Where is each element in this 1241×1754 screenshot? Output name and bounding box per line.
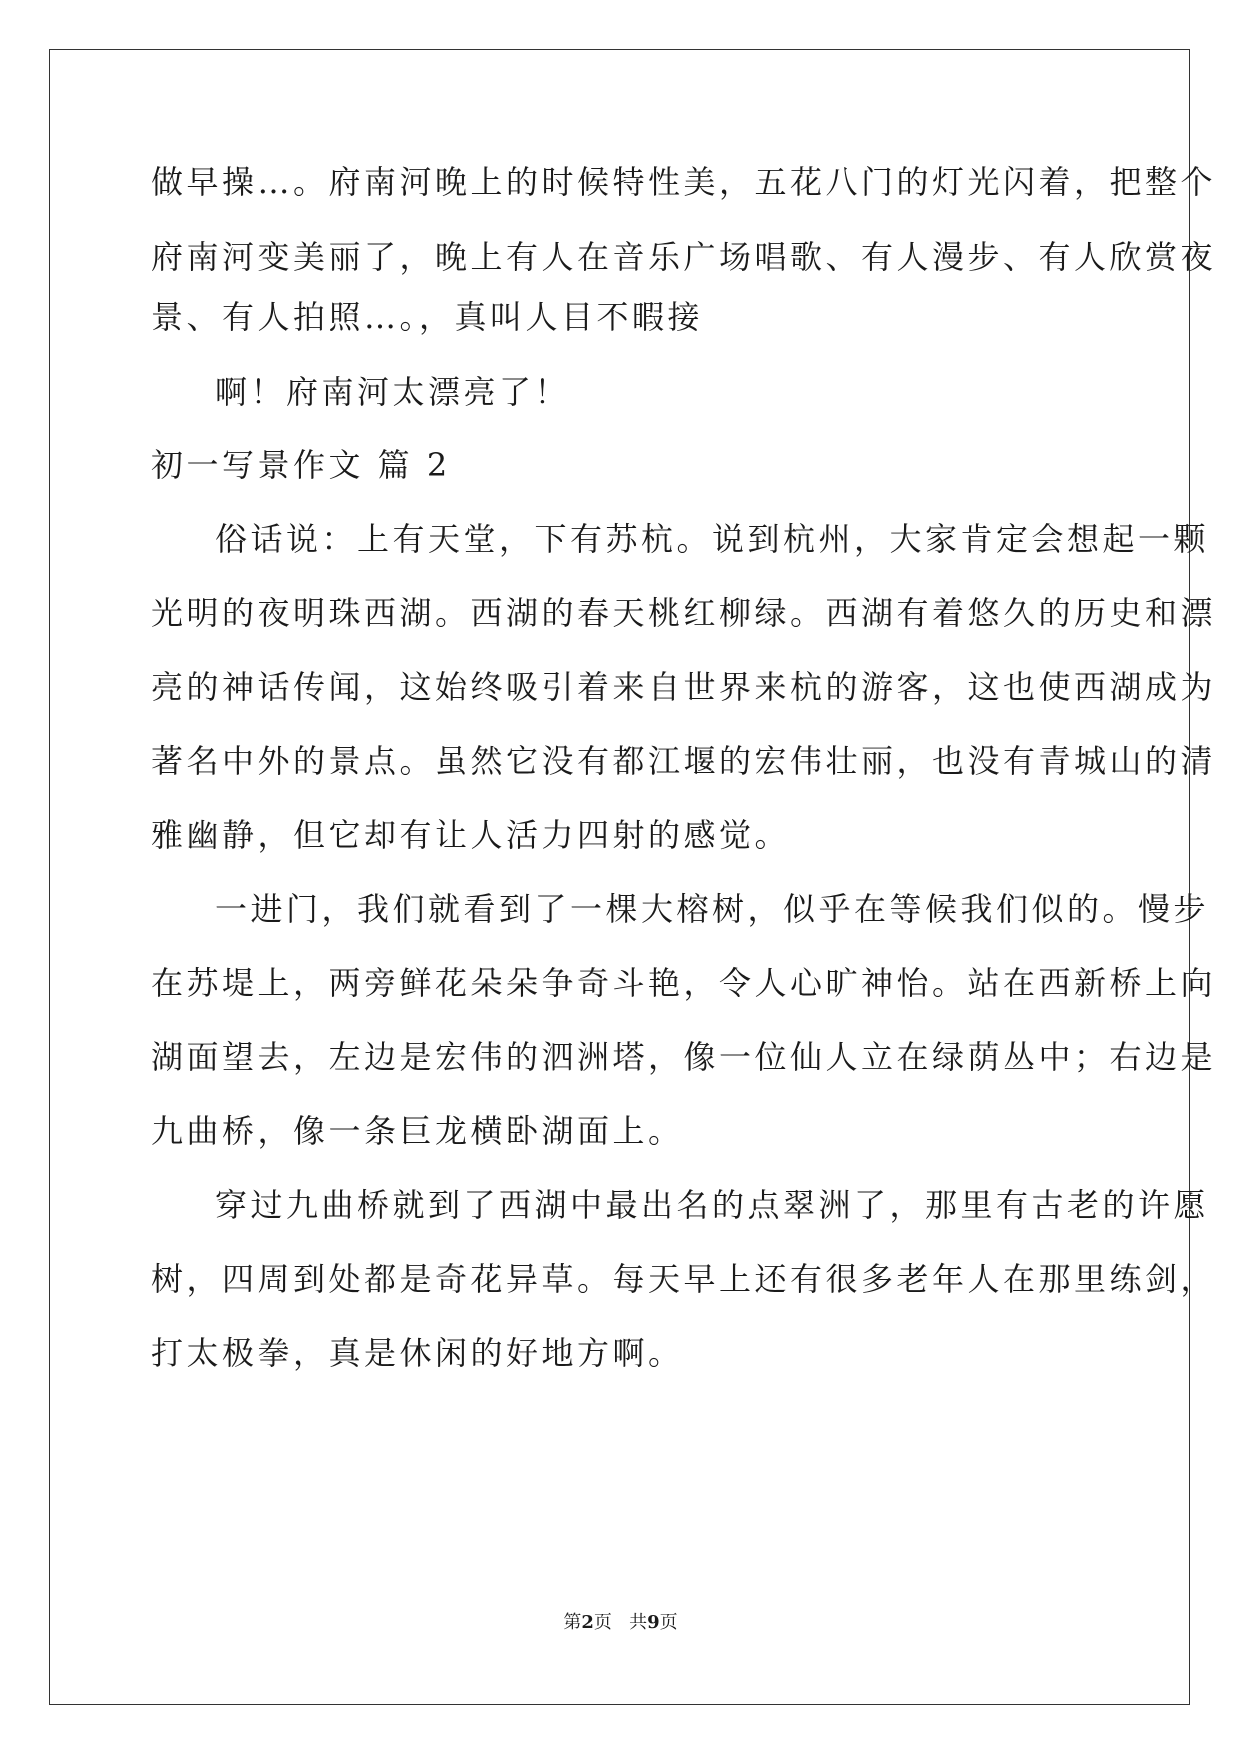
text-line: 亮的神话传闻，这始终吸引着来自世界来杭的游客，这也使西湖成为 <box>151 668 1217 706</box>
text-line: 啊！府南河太漂亮了！ <box>215 373 571 411</box>
text-line: 光明的夜明珠西湖。西湖的春天桃红柳绿。西湖有着悠久的历史和漂 <box>151 594 1217 632</box>
page-number-footer <box>0 1612 1241 1634</box>
page-suffix: 页 <box>659 1612 678 1633</box>
text-line: 一进门，我们就看到了一棵大榕树，似乎在等候我们似的。慢步 <box>215 890 1210 928</box>
text-line: 穿过九曲桥就到了西湖中最出名的点翠洲了，那里有古老的许愿 <box>215 1186 1210 1224</box>
text-line: 雅幽静，但它却有让人活力四射的感觉。 <box>151 816 791 854</box>
page-prefix: 第 <box>563 1612 582 1633</box>
text-line: 树，四周到处都是奇花异草。每天早上还有很多老年人在那里练剑， <box>151 1260 1217 1298</box>
text-line: 景、有人拍照…。，真叫人目不暇接 <box>151 298 704 336</box>
text-line: 府南河变美丽了，晚上有人在音乐广场唱歌、有人漫步、有人欣赏夜 <box>151 238 1217 276</box>
text-line: 九曲桥，像一条巨龙横卧湖面上。 <box>151 1112 684 1150</box>
text-line: 著名中外的景点。虽然它没有都江堰的宏伟壮丽，也没有青城山的清 <box>151 742 1217 780</box>
current-page-number: 2 <box>581 1612 594 1633</box>
text-line: 湖面望去，左边是宏伟的泗洲塔，像一位仙人立在绿荫丛中；右边是 <box>151 1038 1217 1076</box>
page-mid: 页 共 <box>593 1612 648 1633</box>
text-line: 做早操…。府南河晚上的时候特性美，五花八门的灯光闪着，把整个 <box>151 163 1217 201</box>
text-line: 打太极拳，真是休闲的好地方啊。 <box>151 1334 684 1372</box>
text-line: 在苏堤上，两旁鲜花朵朵争奇斗艳，令人心旷神怡。站在西新桥上向 <box>151 964 1217 1002</box>
text-line: 俗话说：上有天堂，下有苏杭。说到杭州，大家肯定会想起一颗 <box>215 520 1210 558</box>
section-heading: 初一写景作文 篇 2 <box>151 446 451 484</box>
total-page-number: 9 <box>647 1612 660 1633</box>
